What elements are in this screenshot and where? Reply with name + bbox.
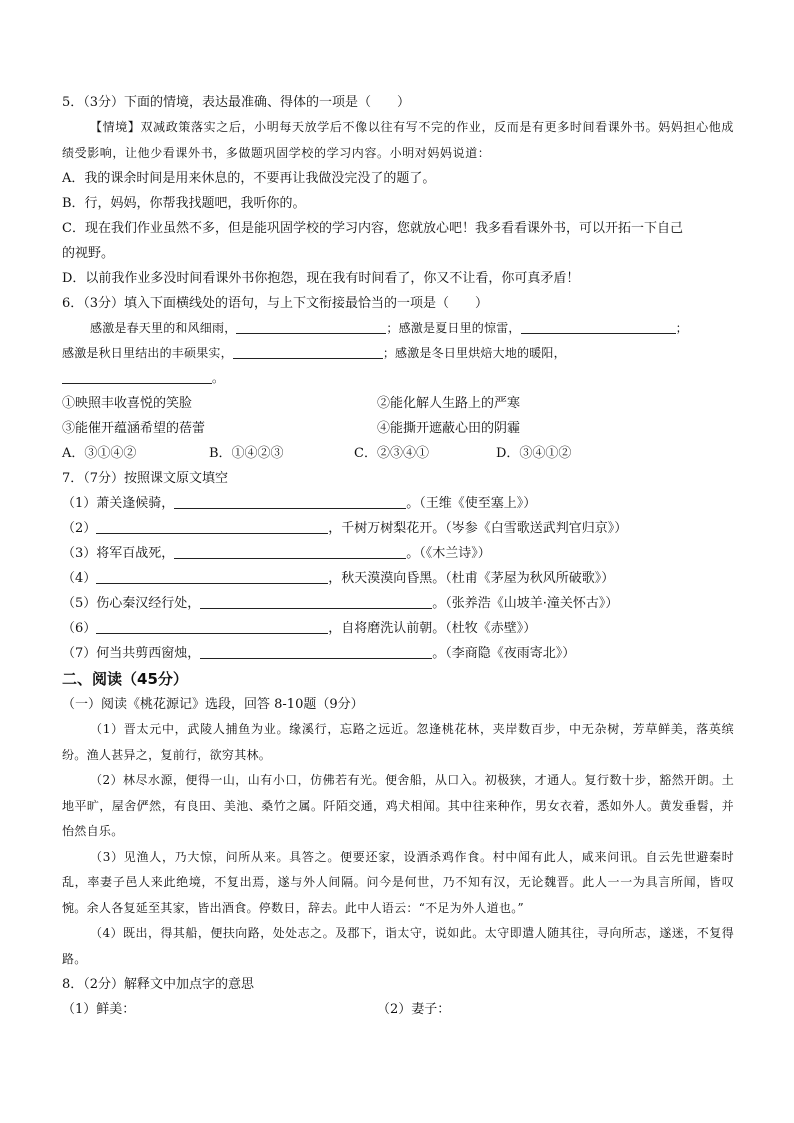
q7-blank-6[interactable] xyxy=(96,619,328,634)
q6-s1-tail: ； xyxy=(675,321,688,335)
q6-s2-text: 感激是秋日里结出的丰硕果实， xyxy=(62,346,233,360)
q6-blank-1[interactable] xyxy=(236,319,386,334)
q7-5-post: 。（张养浩《山坡羊·潼关怀古》） xyxy=(432,596,619,611)
q7-3-pre: （3）将军百战死， xyxy=(62,546,175,561)
q7-6-pre: （6） xyxy=(62,621,97,636)
q7-item-5 xyxy=(62,591,734,616)
q8-item-1: （1）鲜美： xyxy=(62,1002,136,1017)
q7-4-post: ，秋天漠漠向昏黑。（杜甫《茅屋为秋风所破歌》） xyxy=(328,571,615,586)
q7-2-post: ，千树万树梨花开。（岑参《白雪歌送武判官归京》） xyxy=(328,521,628,536)
q7-item-1 xyxy=(62,491,734,516)
q5-option-a: A．我的课余时间是用来休息的，不要再让我做没完没了的题了。 xyxy=(62,171,436,186)
q8-title: 8．（2分）解释文中加点字的意思 xyxy=(62,977,255,992)
q7-item-6 xyxy=(62,616,734,641)
q6-blank-3[interactable] xyxy=(233,344,383,359)
q6-sentence-1 xyxy=(62,316,734,341)
q5-option-c-line2: 的视野。 xyxy=(62,246,115,261)
q7-blank-7[interactable] xyxy=(200,644,432,659)
q6-choice-c: C．②③④① xyxy=(354,446,429,461)
q7-item-3 xyxy=(62,541,734,566)
q6-choice-d: D．③④①② xyxy=(496,446,572,461)
passage-para-3: （3）见渔人，乃大惊，问所从来。具答之。便要还家，设酒杀鸡作食。村中闻有此人，咸来问讯。自云先世避秦时乱，率妻子邑人来此绝境，不复出焉，遂与外人间隔。问今是何世，乃不知有汉，无论魏晋。此人一一为具言所闻，皆叹惋。余人各复延至其家，皆出酒食。停数日，辞去。此中人语云：“不足为外人道也。” xyxy=(62,849,734,915)
q5-option-b: B．行，妈妈，你帮我找题吧，我听你的。 xyxy=(62,196,306,211)
q5-option-d: D．以前我作业多没时间看课外书你抱怨，现在我有时间看了，你又不让看，你可真矛盾！ xyxy=(62,271,580,286)
q7-7-pre: （7）何当共剪西窗烛， xyxy=(62,646,201,661)
q6-items-row-1 xyxy=(62,391,734,416)
q7-title: 7．（7分）按照课文原文填空 xyxy=(62,471,229,486)
q7-item-4 xyxy=(62,566,734,591)
q6-s1-end: ；感激是夏日里的惊雷， xyxy=(386,321,521,335)
q7-blank-4[interactable] xyxy=(96,569,328,584)
section2-subtitle: （一）阅读《桃花源记》选段，回答 8-10题（9分） xyxy=(62,697,364,712)
q6-item-4: ④能撕开遮蔽心田的阴霾 xyxy=(377,421,521,436)
q6-item-1: ①映照丰收喜悦的笑脸 xyxy=(62,396,193,411)
passage-para-1: （1）晋太元中，武陵人捕鱼为业。缘溪行，忘路之远近。忽逢桃花林，夹岸数百步，中无杂树，芳草鲜美，落英缤纷。渔人甚异之，复前行，欲穷其林。 xyxy=(62,722,734,762)
q6-choice-b: B．①④②③ xyxy=(209,446,284,461)
q6-sentence-3 xyxy=(62,366,734,391)
q6-choices xyxy=(62,441,734,466)
q6-blank-2[interactable] xyxy=(521,319,676,334)
q8-items xyxy=(62,997,734,1022)
q5-title: 5．（3分）下面的情境，表达最准确、得体的一项是（ ） xyxy=(62,95,411,110)
q7-7-post: 。（李商隐《夜雨寄北》） xyxy=(432,646,576,661)
section2-title: 二、阅读（45分） xyxy=(62,670,188,688)
q6-choice-a: A．③①④② xyxy=(62,446,137,461)
q6-s1-text: 感激是春天里的和风细雨， xyxy=(90,321,237,335)
q5-option-c-line1: C．现在我们作业虽然不多，但是能巩固学校的学习内容，您就放心吧！我多看看课外书，可以开拓一下自己 xyxy=(62,221,683,236)
q7-5-pre: （5）伤心秦汉经行处， xyxy=(62,596,201,611)
q5-context: 【情境】双减政策落实之后，小明每天放学后不像以往有写不完的作业，反而是有更多时间看课外书。妈妈担心他成绩受影响，让他少看课外书，多做题巩固学校的学习内容。小明对妈妈说道： xyxy=(62,120,734,160)
q7-1-post: 。（王维《使至塞上》） xyxy=(406,496,537,511)
q7-2-pre: （2） xyxy=(62,521,97,536)
q7-item-2 xyxy=(62,516,734,541)
q6-sentence-2 xyxy=(62,341,734,366)
q7-blank-2[interactable] xyxy=(96,519,328,534)
passage-para-4: （4）既出，得其船，便扶向路，处处志之。及郡下，诣太守，说如此。太守即遣人随其往，寻向所志，遂迷，不复得路。 xyxy=(62,926,734,966)
q7-6-post: ，自将磨洗认前朝。（杜牧《赤壁》） xyxy=(328,621,537,636)
q7-blank-1[interactable] xyxy=(174,494,406,509)
q7-blank-3[interactable] xyxy=(174,544,406,559)
q7-blank-5[interactable] xyxy=(200,594,432,609)
q8-item-2: （2）妻子： xyxy=(377,1002,451,1017)
q6-title: 6．（3分）填入下面横线处的语句，与上下文衔接最恰当的一项是（ ） xyxy=(62,296,489,311)
exam-page xyxy=(62,90,734,1022)
q6-item-3: ③能催开蕴涵希望的蓓蕾 xyxy=(62,421,206,436)
q6-items-row-2 xyxy=(62,416,734,441)
passage-para-2: （2）林尽水源，便得一山，山有小口，仿佛若有光。便舍船，从口入。初极狭，才通人。复行数十步，豁然开朗。土地平旷，屋舍俨然，有良田、美池、桑竹之属。阡陌交通，鸡犬相闻。其中往来种作，男女衣着，悉如外人。黄发垂髫，并怡然自乐。 xyxy=(62,773,734,838)
q7-item-7 xyxy=(62,641,734,666)
q7-3-post: 。（《木兰诗》） xyxy=(406,546,491,561)
q6-item-2: ②能化解人生路上的严寒 xyxy=(377,396,521,411)
q7-4-pre: （4） xyxy=(62,571,97,586)
q6-s3-end: 。 xyxy=(212,371,225,385)
q7-1-pre: （1）萧关逢候骑， xyxy=(62,496,175,511)
q6-blank-4[interactable] xyxy=(62,369,212,384)
q6-s2-end: ；感激是冬日里烘焙大地的暖阳， xyxy=(382,346,566,360)
